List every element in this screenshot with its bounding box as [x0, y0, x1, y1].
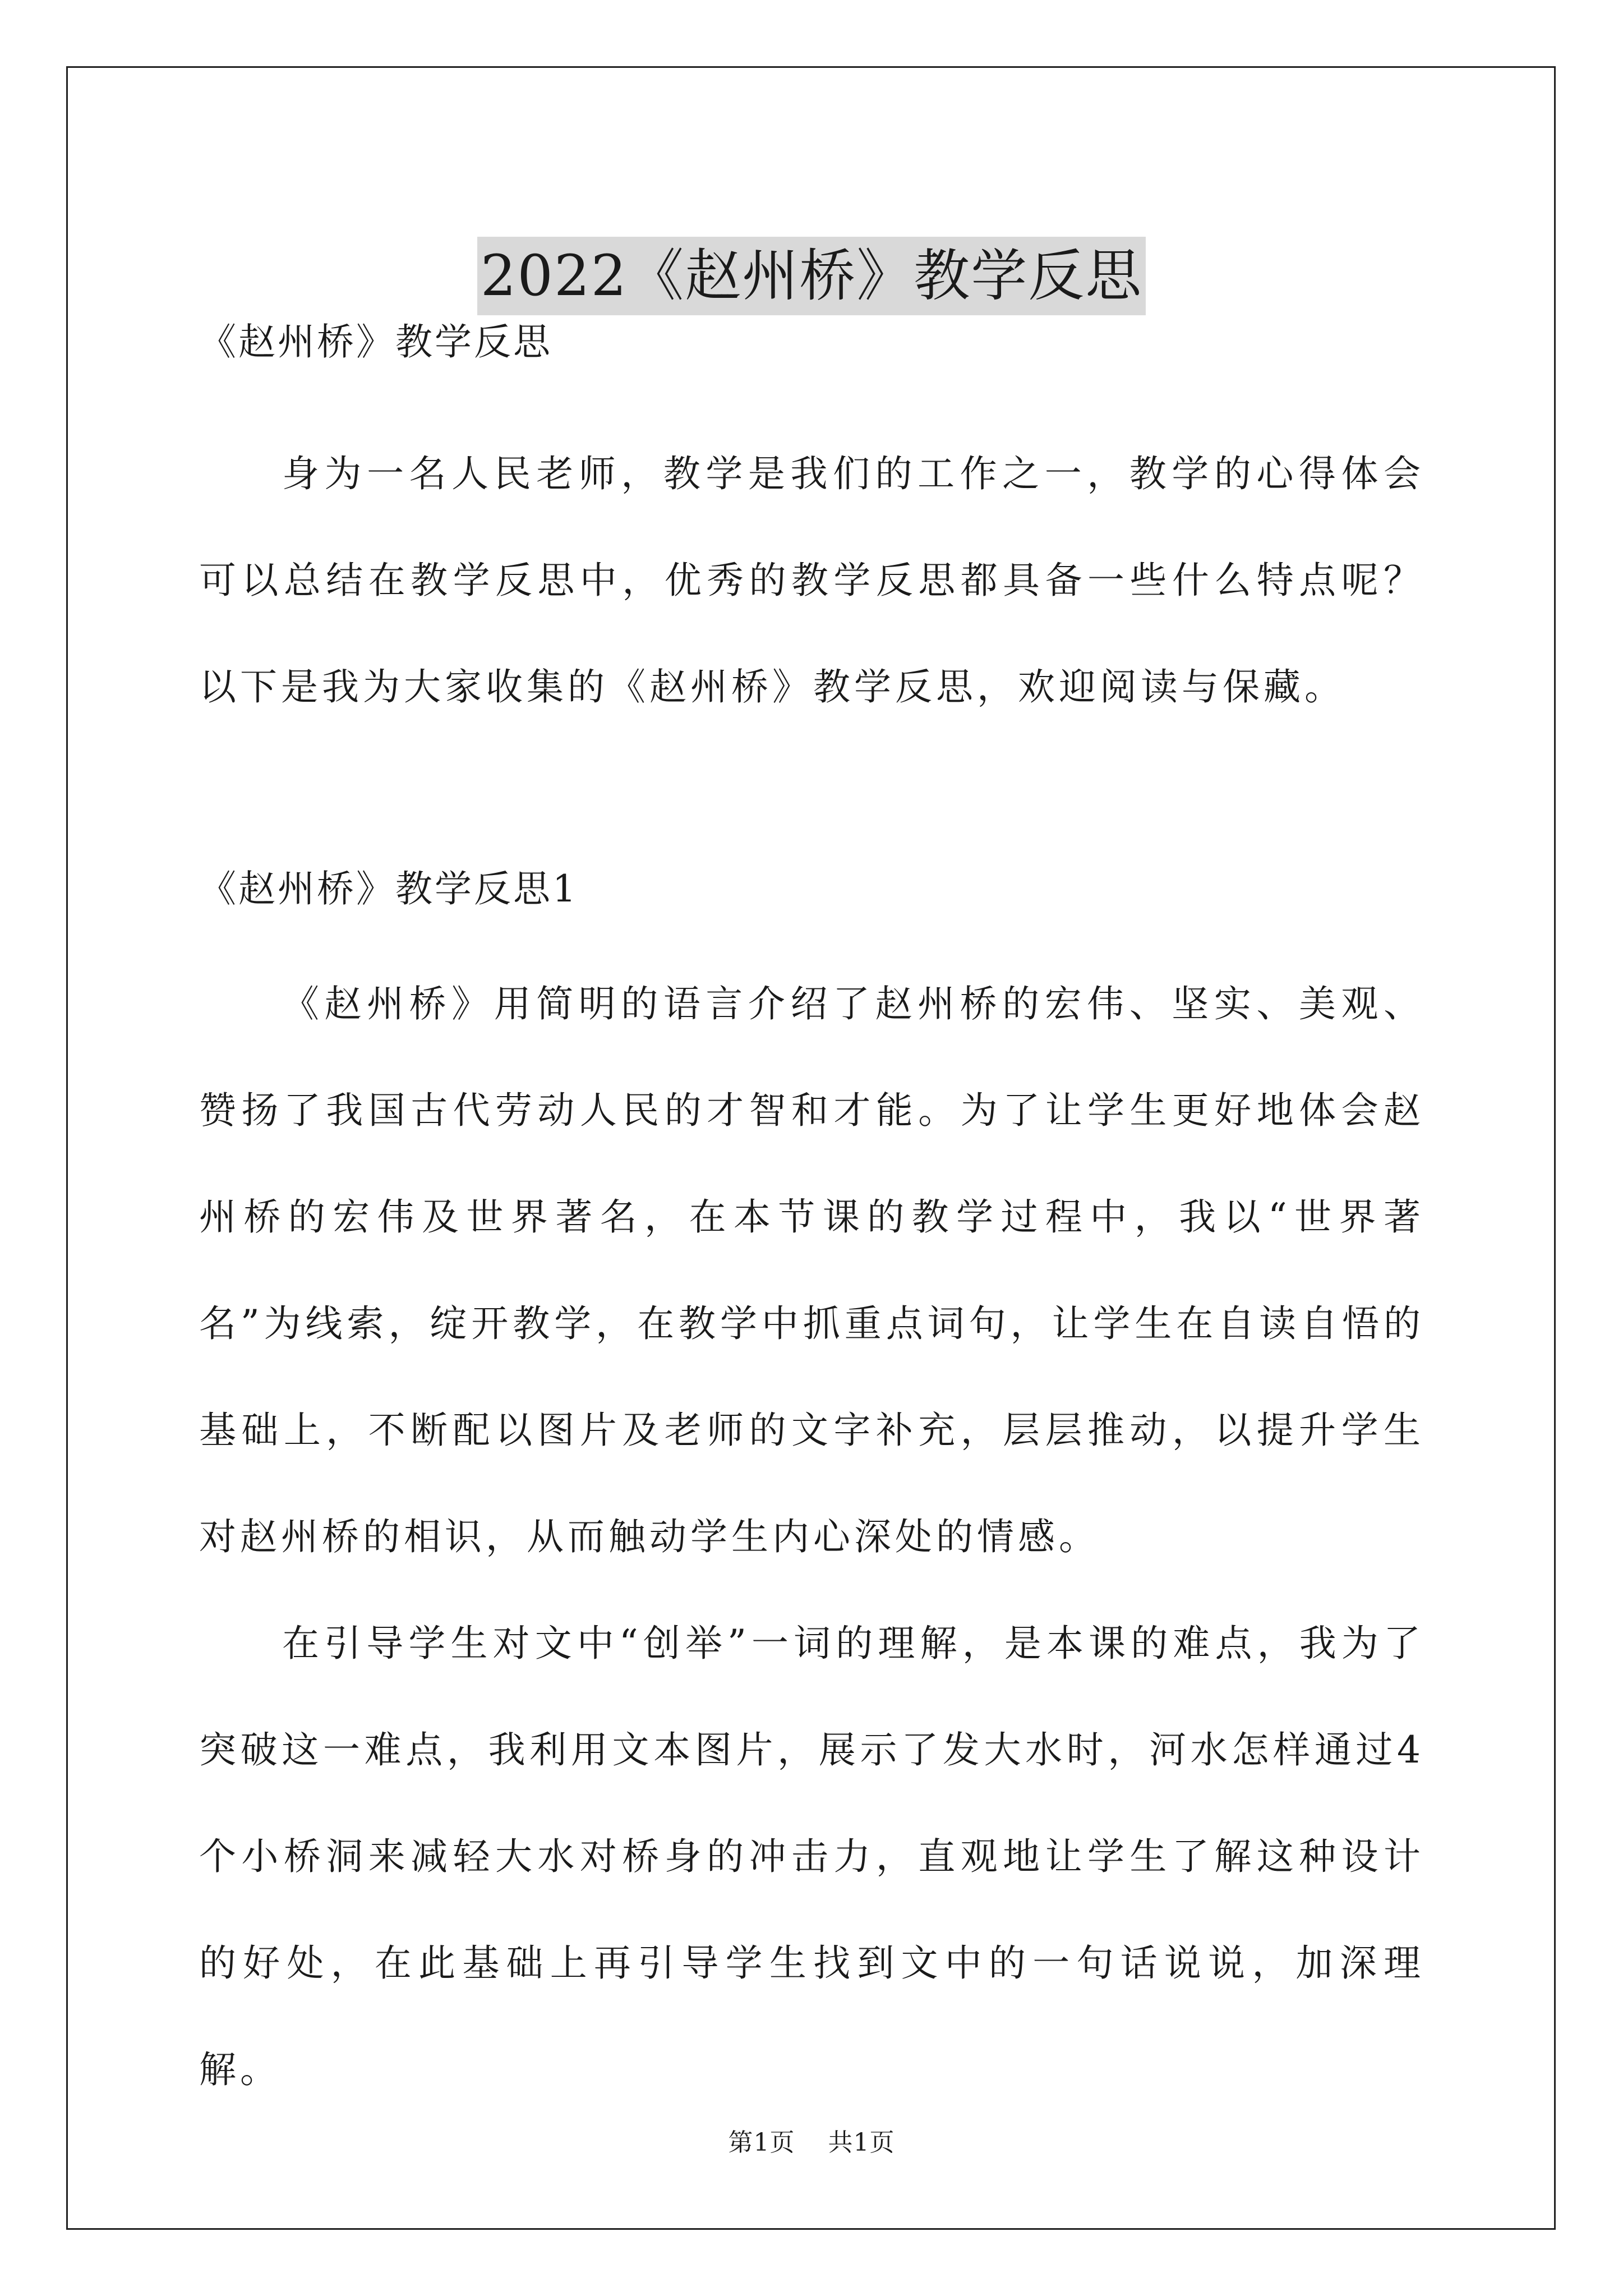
section-paragraph: 在引导学生对文中“创举”一词的理解，是本课的难点，我为了突破这一难点，我利用文本图片，展示了发大水时，河水怎样通过4个小桥洞来减轻大水对桥身的冲击力，直观地让学生了解这种设计的好处，在此基础上再引导学生找到文中的一句话说说，加深理解。 — [199, 1622, 1424, 2091]
document-body — [199, 314, 1424, 2123]
page-total: 共1页 — [828, 2128, 895, 2157]
intro-paragraph: 身为一名人民老师，教学是我们的工作之一，教学的心得体会可以总结在教学反思中，优秀的教学反思都具备一些什么特点呢？以下是我为大家收集的《赵州桥》教学反思，欢迎阅读与保藏。 — [199, 452, 1424, 708]
document-title: 2022《赵州桥》教学反思 — [477, 237, 1146, 315]
section-paragraph: 《赵州桥》用简明的语言介绍了赵州桥的宏伟、坚实、美观、赞扬了我国古代劳动人民的才智和才能。为了让学生更好地体会赵州桥的宏伟及世界著名，在本节课的教学过程中，我以“世界著名”为线索，绽开教学，在教学中抓重点词句，让学生在自读自悟的基础上，不断配以图片及老师的文字补充，层层推动，以提升学生对赵州桥的相识，从而触动学生内心深处的情感。 — [199, 982, 1424, 1558]
section-heading: 《赵州桥》教学反思1 — [199, 867, 578, 910]
document-subtitle: 《赵州桥》教学反思 — [199, 320, 552, 364]
page-number: 第1页 — [728, 2128, 795, 2157]
page-footer — [0, 2126, 1623, 2160]
